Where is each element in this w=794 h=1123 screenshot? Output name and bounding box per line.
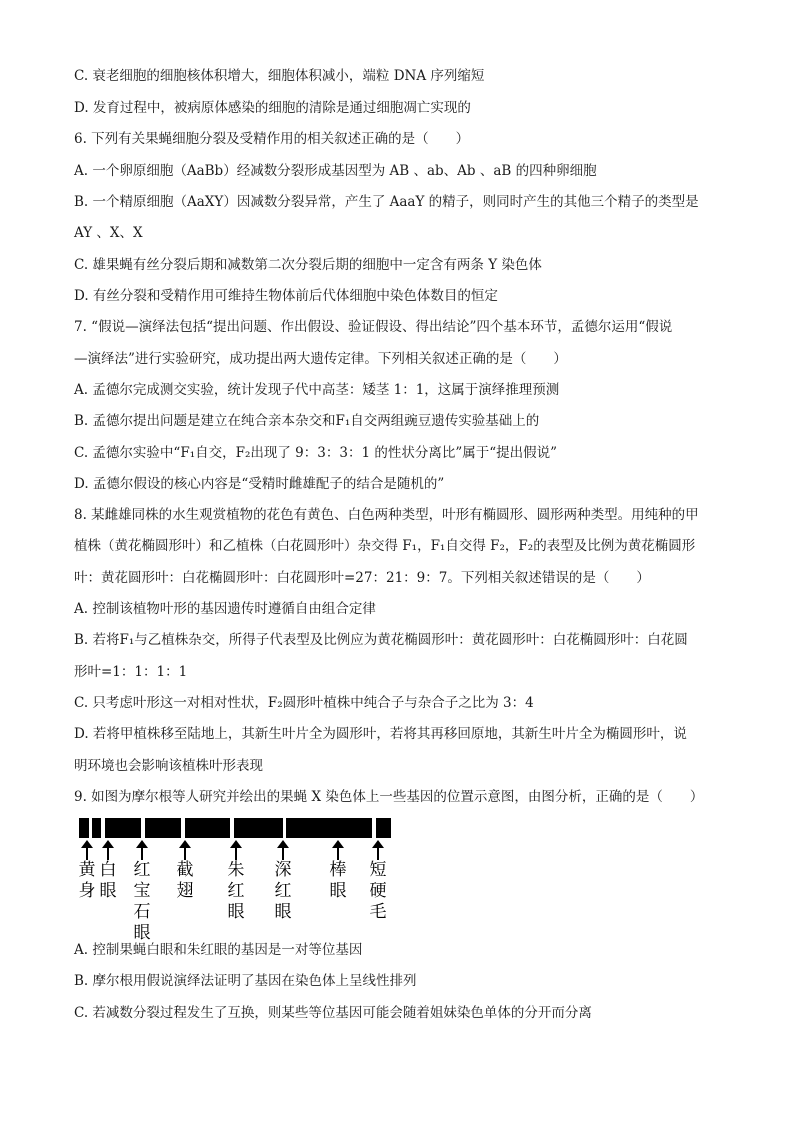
gene-label: 黄 身 [78, 860, 96, 901]
option-c-q5: C. 衰老细胞的细胞核体积增大，细胞体积减小，端粒 DNA 序列缩短 [74, 68, 485, 84]
option-b-q8-line2: 形叶=1：1：1：1 [74, 664, 188, 680]
option-a-q6: A. 一个卵原细胞（AaBb）经减数分裂形成基因型为 AB 、ab、Ab 、aB 的四种卵细胞 [74, 163, 597, 179]
gene-label: 截 翅 [176, 860, 194, 901]
up-arrow-icon [367, 840, 389, 860]
gene-marker-short-bristle [367, 840, 389, 923]
option-b-q9: B. 摩尔根用假说演绎法证明了基因在染色体上呈线性排列 [74, 973, 417, 989]
up-arrow-icon [174, 840, 196, 860]
gene-label: 短 硬 毛 [369, 860, 387, 922]
up-arrow-icon [225, 840, 247, 860]
gene-label: 棒 眼 [329, 860, 347, 901]
gene-label: 白 眼 [99, 860, 117, 901]
option-c-q8: C. 只考虑叶形这一对相对性状，F₂圆形叶植株中纯合子与杂合子之比为 3：4 [74, 695, 534, 711]
gene-marker-cut-wing [174, 840, 196, 902]
gene-label: 朱 红 眼 [227, 860, 245, 922]
option-b-q8-line1: B. 若将F₁与乙植株杂交，所得子代表型及比例应为黄花椭圆形叶：黄花圆形叶：白花椭圆形叶：白花圆 [74, 632, 688, 648]
question-8-stem-line3: 叶：黄花圆形叶：白花椭圆形叶：白花圆形叶=27：21：9：7。下列相关叙述错误的是（ ） [74, 570, 650, 586]
option-d-q5: D. 发育过程中，被病原体感染的细胞的清除是通过细胞凋亡实现的 [74, 100, 471, 116]
option-d-q7: D. 孟德尔假设的核心内容是“受精时雌雄配子的结合是随机的” [74, 476, 445, 492]
gene-label: 红 宝 石 眼 [133, 860, 151, 943]
question-9-stem: 9. 如图为摩尔根等人研究并绘出的果蝇 X 染色体上一些基因的位置示意图，由图分析，正确的是（ ） [74, 789, 704, 805]
up-arrow-icon [131, 840, 153, 860]
option-a-q7: A. 孟德尔完成测交实验，统计发现子代中高茎：矮茎 1：1，这属于演绎推理预测 [74, 382, 560, 398]
up-arrow-icon [76, 840, 98, 860]
option-a-q8: A. 控制该植物叶形的基因遗传时遵循自由组合定律 [74, 601, 376, 617]
gene-marker-vermilion-eye [225, 840, 247, 923]
question-6-stem: 6. 下列有关果蝇细胞分裂及受精作用的相关叙述正确的是（ ） [74, 131, 470, 147]
option-c-q6: C. 雄果蝇有丝分裂后期和减数第二次分裂后期的细胞中一定含有两条 Y 染色体 [74, 257, 542, 273]
option-b-q6-line1: B. 一个精原细胞（AaXY）因减数分裂异常，产生了 AaaY 的精子，则同时产生的其他三个精子的类型是 [74, 194, 699, 210]
option-c-q9: C. 若减数分裂过程发生了互换，则某些等位基因可能会随着姐妹染色单体的分开而分离 [74, 1005, 592, 1021]
gene-marker-garnet-eye [272, 840, 294, 923]
option-b-q7: B. 孟德尔提出问题是建立在纯合亲本杂交和F₁自交两组豌豆遗传实验基础上的 [74, 413, 540, 429]
option-b-q6-line2: AY 、X、X [74, 225, 143, 241]
gene-marker-bar-eye [327, 840, 349, 902]
option-d-q6: D. 有丝分裂和受精作用可维持生物体前后代体细胞中染色体数目的恒定 [74, 288, 498, 304]
option-a-q9: A. 控制果蝇白眼和朱红眼的基因是一对等位基因 [74, 942, 363, 958]
option-c-q7: C. 孟德尔实验中“F₁自交，F₂出现了 9：3：3：1 的性状分离比”属于“提出假说” [74, 445, 558, 461]
question-7-stem-line2: —演绎法”进行实验研究，成功提出两大遗传定律。下列相关叙述正确的是（ ） [74, 351, 567, 367]
gene-marker-yellow-body [76, 840, 98, 902]
gene-marker-ruby-eye [131, 840, 153, 944]
up-arrow-icon [97, 840, 119, 860]
question-8-stem-line2: 植株（黄花椭圆形叶）和乙植株（白花圆形叶）杂交得 F₁，F₁自交得 F₂，F₂的表型及比例为黄花椭圆形 [74, 538, 696, 554]
gene-label: 深 红 眼 [274, 860, 292, 922]
question-7-stem-line1: 7. “假说—演绎法包括“提出问题、作出假设、验证假设、得出结论”四个基本环节，孟德尔运用“假说 [74, 319, 673, 335]
x-chromosome-bar [79, 818, 391, 838]
option-d-q8-line1: D. 若将甲植株移至陆地上，其新生叶片全为圆形叶，若将其再移回原地，其新生叶片全为椭圆形叶，说 [74, 726, 687, 742]
option-d-q8-line2: 明环境也会影响该植株叶形表现 [74, 758, 263, 774]
up-arrow-icon [327, 840, 349, 860]
gene-marker-white-eye [97, 840, 119, 902]
question-8-stem-line1: 8. 某雌雄同株的水生观赏植物的花色有黄色、白色两种类型，叶形有椭圆形、圆形两种类型。用纯种的甲 [74, 507, 699, 523]
up-arrow-icon [272, 840, 294, 860]
